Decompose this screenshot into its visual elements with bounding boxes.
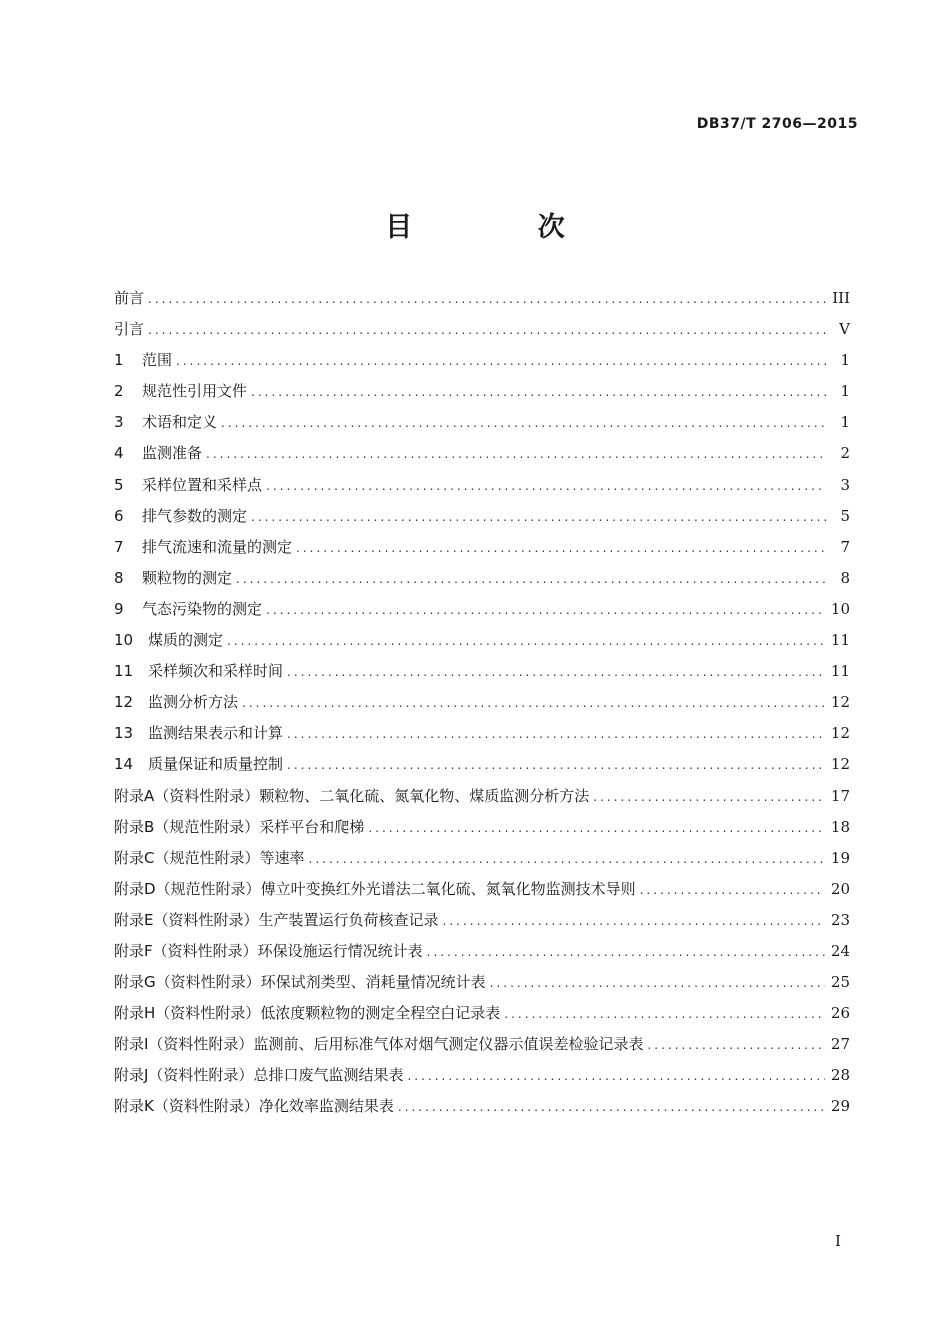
toc-appendix-entry[interactable] [114, 905, 850, 936]
leader-dots [148, 315, 826, 346]
appendix-label: 环保试剂类型、消耗量情况统计表 [260, 973, 486, 992]
toc-appendix-entry[interactable] [114, 998, 850, 1029]
toc-appendix-entry[interactable] [114, 812, 850, 843]
leader-dots [227, 626, 825, 657]
toc-appendix-entry[interactable] [114, 843, 850, 874]
appendix-label: 环保设施运行情况统计表 [257, 941, 423, 960]
leader-dots [266, 595, 825, 626]
appendix-id: 附录J（资料性附录） [114, 1066, 254, 1085]
leader-dots [593, 782, 825, 813]
leader-dots [236, 564, 826, 595]
appendix-id: 附录D（规范性附录） [114, 879, 261, 898]
leader-dots [176, 346, 826, 377]
toc-entry[interactable] [114, 438, 850, 469]
leader-dots [148, 284, 826, 315]
toc-entry-page: 3 [840, 475, 850, 494]
leader-dots [443, 906, 825, 937]
toc-entry[interactable] [114, 594, 850, 625]
toc-entry-page: 12 [830, 755, 850, 774]
appendix-page: 24 [830, 941, 850, 960]
leader-dots [647, 1030, 824, 1061]
toc-entry-label: 排气参数的测定 [142, 506, 248, 525]
toc-entry-label: 气态污染物的测定 [142, 599, 263, 618]
toc-appendix-entry[interactable] [114, 967, 850, 998]
leader-dots [287, 719, 825, 750]
toc-entry-label: 范围 [142, 351, 173, 370]
toc-entry[interactable] [114, 345, 850, 376]
leader-dots [206, 439, 826, 470]
appendix-label: 生产装置运行负荷核查记录 [258, 910, 439, 929]
toc-entry-number: 1 [114, 351, 124, 370]
toc-entry-label: 质量保证和质量控制 [148, 755, 284, 774]
appendix-id: 附录G（资料性附录） [114, 973, 261, 992]
appendix-id: 附录K（资料性附录） [114, 1097, 259, 1116]
appendix-id: 附录B（规范性附录） [114, 817, 260, 836]
toc-entry[interactable] [114, 749, 850, 780]
toc-entry-number: 6 [114, 506, 124, 525]
appendix-id: 附录F（资料性附录） [114, 941, 258, 960]
toc-entry-page: 1 [840, 351, 850, 370]
leader-dots [504, 999, 825, 1030]
table-of-contents [114, 283, 850, 1123]
toc-entry-number: 4 [114, 444, 124, 463]
toc-entry-label: 前言 [114, 289, 145, 307]
toc-entry[interactable] [114, 407, 850, 438]
leader-dots [251, 377, 826, 408]
appendix-page: 26 [830, 1004, 850, 1023]
appendix-id: 附录C（规范性附录） [114, 848, 260, 867]
toc-entry-page: V [839, 320, 850, 339]
leader-dots [309, 844, 825, 875]
toc-entry[interactable] [114, 687, 850, 718]
toc-entry[interactable] [114, 283, 850, 314]
toc-entry-page: 1 [840, 382, 850, 401]
toc-entry-page: 7 [840, 537, 850, 556]
leader-dots [398, 1092, 825, 1123]
toc-entry-number: 2 [114, 382, 124, 401]
toc-entry[interactable] [114, 625, 850, 656]
appendix-label: 总排口废气监测结果表 [253, 1066, 404, 1085]
toc-entry-label: 监测结果表示和计算 [148, 724, 284, 743]
toc-appendix-entry[interactable] [114, 1060, 850, 1091]
toc-entry-page: 1 [840, 413, 850, 432]
toc-entry-number: 7 [114, 537, 124, 556]
leader-dots [287, 657, 825, 688]
toc-entry-number: 3 [114, 413, 124, 432]
toc-entry-page: 12 [830, 693, 850, 712]
toc-entry-label: 监测分析方法 [148, 693, 239, 712]
leader-dots [251, 502, 826, 533]
appendix-page: 17 [830, 786, 850, 805]
toc-entry-number: 12 [114, 693, 134, 712]
toc-entry[interactable] [114, 376, 850, 407]
appendix-page: 28 [830, 1066, 850, 1085]
leader-dots [242, 688, 825, 719]
appendix-label: 傅立叶变换红外光谱法二氧化硫、氮氧化物监测技术导则 [260, 879, 636, 898]
toc-entry-label: 颗粒物的测定 [142, 568, 233, 587]
leader-dots [640, 875, 825, 906]
appendix-id: 附录H（资料性附录） [114, 1004, 261, 1023]
toc-appendix-entry[interactable] [114, 1029, 850, 1060]
toc-entry[interactable] [114, 532, 850, 563]
appendix-page: 27 [830, 1035, 850, 1054]
standard-code: DB37/T 2706—2015 [696, 116, 858, 132]
toc-entry-page: 10 [830, 599, 850, 618]
appendix-label: 净化效率监测结果表 [258, 1097, 394, 1116]
toc-entry[interactable] [114, 314, 850, 345]
leader-dots [490, 968, 825, 999]
appendix-page: 20 [830, 879, 850, 898]
leader-dots [427, 937, 825, 968]
appendix-label: 颗粒物、二氧化硫、氮氧化物、煤质监测分析方法 [259, 786, 590, 805]
toc-appendix-entry[interactable] [114, 1091, 850, 1122]
toc-appendix-entry[interactable] [114, 874, 850, 905]
appendix-id: 附录E（资料性附录） [114, 910, 259, 929]
toc-entry-page: 8 [840, 568, 850, 587]
appendix-page: 19 [830, 848, 850, 867]
appendix-page: 25 [830, 973, 850, 992]
appendix-label: 低浓度颗粒物的测定全程空白记录表 [260, 1004, 501, 1023]
toc-entry-label: 引言 [114, 320, 145, 339]
appendix-page: 29 [830, 1097, 850, 1116]
toc-entry[interactable] [114, 501, 850, 532]
toc-entry-label: 排气流速和流量的测定 [142, 537, 293, 556]
toc-entry-label: 规范性引用文件 [142, 382, 248, 401]
toc-entry-page: 11 [830, 662, 850, 681]
leader-dots [368, 813, 825, 844]
toc-entry[interactable] [114, 718, 850, 749]
toc-entry-number: 11 [114, 662, 134, 681]
toc-entry-page: 11 [830, 631, 850, 650]
toc-entry-label: 监测准备 [142, 444, 203, 463]
toc-entry-page: III [832, 289, 850, 307]
appendix-page: 18 [830, 817, 850, 836]
appendix-label: 采样平台和爬梯 [259, 817, 365, 836]
toc-entry-page: 5 [840, 506, 850, 525]
leader-dots [287, 750, 825, 781]
toc-entry[interactable] [114, 470, 850, 501]
leader-dots [266, 471, 826, 502]
appendix-label: 等速率 [259, 848, 305, 867]
toc-entry-label: 术语和定义 [142, 413, 218, 432]
leader-dots [407, 1061, 824, 1092]
toc-entry-number: 13 [114, 724, 134, 743]
leader-dots [221, 408, 826, 439]
toc-entry-page: 2 [840, 444, 850, 463]
toc-entry-number: 9 [114, 599, 124, 618]
toc-appendix-entry[interactable] [114, 781, 850, 812]
page-title: 目 次 [385, 212, 623, 243]
toc-appendix-entry[interactable] [114, 936, 850, 967]
leader-dots [296, 533, 826, 564]
appendix-label: 监测前、后用标准气体对烟气测定仪器示值误差检验记录表 [253, 1035, 644, 1054]
toc-entry-label: 煤质的测定 [148, 631, 224, 650]
toc-entry-number: 10 [114, 631, 134, 650]
appendix-page: 23 [830, 910, 850, 929]
page-number: I [835, 1232, 841, 1250]
toc-entry-label: 采样位置和采样点 [142, 475, 263, 494]
toc-entry-number: 5 [114, 475, 124, 494]
toc-entry-number: 8 [114, 568, 124, 587]
appendix-id: 附录A（资料性附录） [114, 786, 260, 805]
toc-entry-number: 14 [114, 755, 134, 774]
toc-entry-page: 12 [830, 724, 850, 743]
toc-entry[interactable] [114, 563, 850, 594]
appendix-id: 附录I（资料性附录） [114, 1035, 254, 1054]
toc-entry-label: 采样频次和采样时间 [148, 662, 284, 681]
toc-entry[interactable] [114, 656, 850, 687]
